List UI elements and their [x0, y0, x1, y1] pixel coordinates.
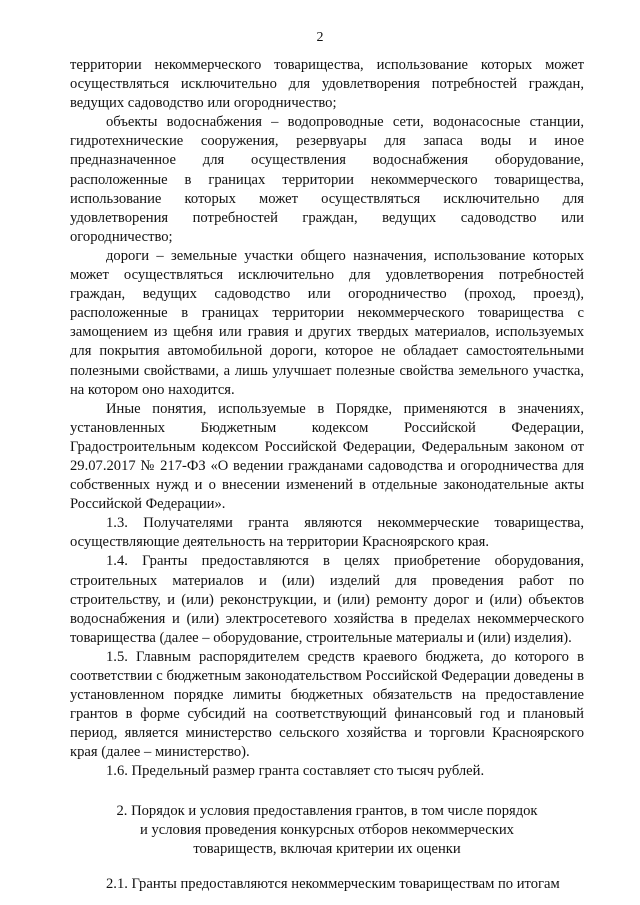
page-number: 2 [316, 30, 324, 45]
paragraph-water-supply: объекты водоснабжения – водопроводные сети, водонасосные станции, гидротехнические сооружения, резервуары для запаса воды и иное предназначенное для осуществления водоснабжения оборудование, расположенные в границах территории некоммерческого товарищества, использование которых может осуществляться исключительно для удовлетворения потребностей граждан, ведущих садоводство или огородничество; [70, 114, 584, 245]
section-heading-line-1: 2. Порядок и условия предоставления грантов, в том числе порядок [116, 802, 538, 819]
paragraph-1-6: 1.6. Предельный размер гранта составляет сто тысяч рублей. [106, 763, 485, 780]
paragraph-territories: территории некоммерческого товарищества, использование которых может осуществляться исключительно для удовлетворения потребностей граждан, ведущих садоводство или огородничество; [70, 57, 584, 112]
document-body [70, 56, 584, 894]
paragraph-1-3: 1.3. Получателями гранта являются некоммерческие товарищества, осуществляющие деятельность на территории Красноярского края. [70, 515, 584, 551]
paragraph-2-1: 2.1. Гранты предоставляются некоммерческим товариществам по итогам [106, 875, 560, 892]
paragraph-1-4: 1.4. Гранты предоставляются в целях приобретение оборудования, строительных материалов и (или) изделий для проведения работ по строительству, и (или) реконструкции, и (или) ремонту дорог и (или) объектов водоснабжения и (или) электросетевого хозяйства в пределах некоммерческого товарищества (далее – оборудование, строительные материалы и (или) изделия). [70, 553, 584, 646]
section-heading-line-3: товариществ, включая критерии их оценки [193, 840, 461, 857]
section-2-heading [70, 802, 584, 859]
section-heading-line-2: и условия проведения конкурсных отборов некоммерческих [140, 821, 514, 838]
paragraph-1-5: 1.5. Главным распорядителем средств краевого бюджета, до которого в соответствии с бюджетным законодательством Российской Федерации доведены в установленном порядке лимиты бюджетных обязательств на предоставление грантов в форме субсидий на соответствующий финансовый год и плановый период, является министерство сельского хозяйства и торговли Красноярского края (далее – министерство). [70, 648, 584, 761]
paragraph-roads: дороги – земельные участки общего назначения, использование которых может осуществляться исключительно для удовлетворения потребностей граждан, ведущих садоводство или огородничество (проход, проезд), расположенные в границах территории некоммерческого товарищества с замощением из щебня или гравия и других твердых материалов, используемых для покрытия автомобильной дороги, которое не обладает самостоятельными полезными свойствами, а лишь улучшает полезные свойства земельного участка, на котором оно находится. [70, 247, 584, 398]
paragraph-other-terms: Иные понятия, используемые в Порядке, применяются в значениях, установленных Бюджетным кодексом Российской Федерации, Градостроительным кодексом Российской Федерации, Федеральным законом от 29.07.2017 № 217-ФЗ «О ведении гражданами садоводства и огородничества для собственных нужд и о внесении изменений в отдельные законодательные акты Российской Федерации». [70, 400, 584, 513]
